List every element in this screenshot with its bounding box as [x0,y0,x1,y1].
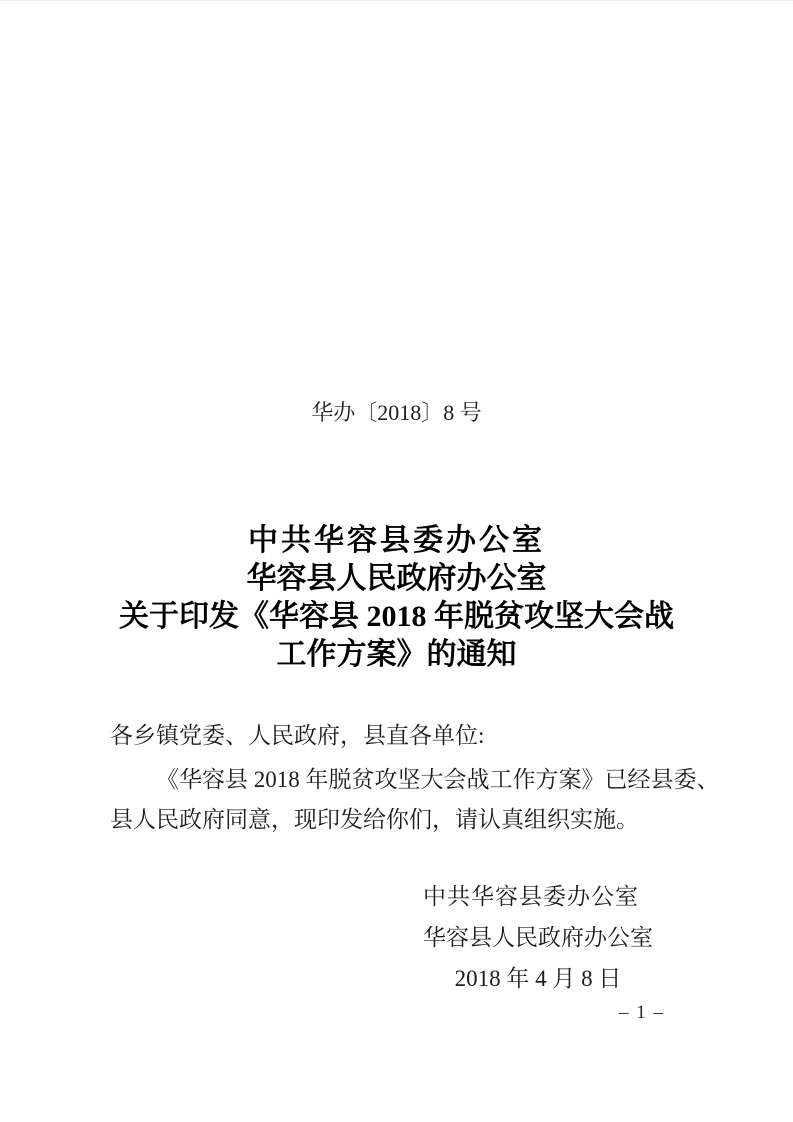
page-number: – 1 – [619,1002,665,1023]
title-line-3: 关于印发《华容县 2018 年脱贫攻坚大会战 [119,600,674,633]
title-line-4: 工作方案》的通知 [276,638,517,671]
signature-org-2: 华容县人民政府办公室 [423,925,653,950]
body-paragraph [110,760,720,840]
document-title [0,522,793,674]
salutation-line: 各乡镇党委、人民政府，县直各单位: [110,723,485,748]
doc-reference-number: 华办〔2018〕8 号 [311,400,482,425]
body-paragraph-line-2: 县人民政府同意，现印发给你们，请认真组织实施。 [110,807,639,832]
signature-date: 2018 年 4 月 8 日 [454,966,622,991]
title-line-1: 中共华容县委办公室 [248,524,545,557]
title-line-2: 华容县人民政府办公室 [246,562,547,595]
body-paragraph-line-1: 《华容县 2018 年脱贫攻坚大会战工作方案》已经县委、 [156,767,720,792]
signature-org-1: 中共华容县委办公室 [423,884,639,909]
